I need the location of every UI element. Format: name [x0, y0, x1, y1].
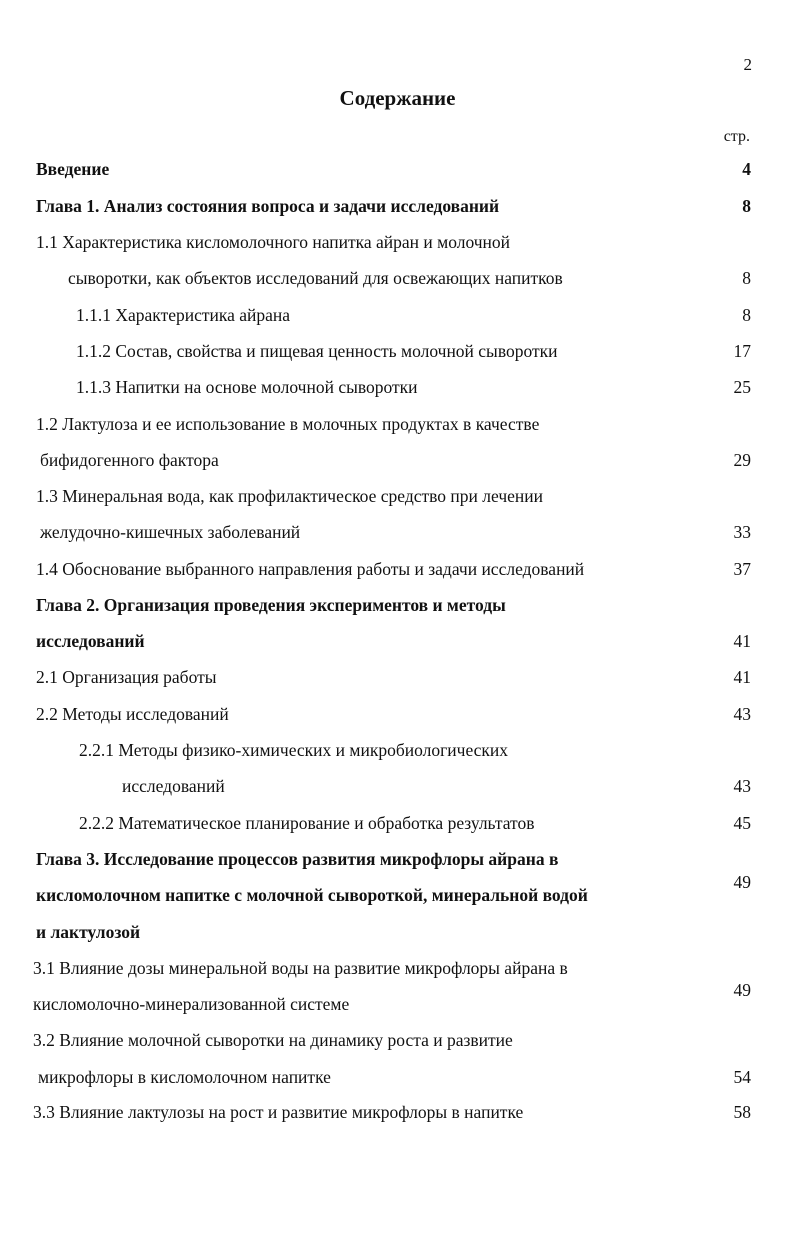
toc-entry-title-line: кисломолочном напитке с молочной сывороткой, минеральной водой: [36, 885, 588, 905]
toc-entry-title-line: и лактулозой: [36, 922, 141, 942]
toc-entry-title: 1.1.1 Характеристика айрана: [76, 305, 291, 325]
toc-entry-section-1-1-2[interactable]: [0, 336, 795, 366]
toc-entry-section-1-1[interactable]: [0, 227, 795, 257]
toc-entry-title-line: бифидогенного фактора: [40, 450, 219, 470]
toc-entry-section-3-3[interactable]: [0, 1097, 795, 1127]
toc-entry-title-line: 1.1 Характеристика кисломолочного напитка айран и молочной: [36, 232, 511, 252]
toc-entry-chapter-3-cont-2[interactable]: [0, 917, 795, 947]
toc-entry-title: 2.2 Методы исследований: [36, 704, 229, 724]
toc-entry-section-3-1[interactable]: [0, 953, 795, 983]
toc-entry-page: 41: [733, 667, 751, 687]
toc-entry-section-1-1-cont[interactable]: [0, 263, 795, 293]
toc-entry-chapter-2[interactable]: [0, 590, 795, 620]
toc-entry-page: 4: [742, 159, 751, 179]
toc-entry-section-2-1[interactable]: [0, 662, 795, 692]
page-column-label: стр.: [723, 128, 750, 145]
toc-entry-title: 1.1.3 Напитки на основе молочной сыворотки: [76, 377, 418, 397]
toc-entry-page: 43: [733, 704, 751, 724]
toc-entry-title-line: 3.1 Влияние дозы минеральной воды на развитие микрофлоры айрана в: [33, 958, 568, 978]
toc-entry-page: 54: [733, 1067, 751, 1087]
toc-entry-chapter-3-cont[interactable]: [0, 880, 795, 910]
toc-entry-title-line: исследований: [36, 631, 145, 651]
toc-entry-page-chapter-3: 49: [733, 872, 751, 892]
toc-entry-section-3-2[interactable]: [0, 1025, 795, 1055]
toc-entry-page: 41: [733, 631, 751, 651]
toc-entry-page: 37: [733, 559, 751, 579]
toc-entry-title: Введение: [36, 159, 110, 179]
toc-entry-title: Глава 1. Анализ состояния вопроса и задачи исследований: [36, 196, 500, 216]
toc-entry-section-1-1-1[interactable]: [0, 300, 795, 330]
toc-entry-title: 2.1 Организация работы: [36, 667, 217, 687]
toc-entry-section-1-3-cont[interactable]: [0, 517, 795, 547]
toc-entry-section-1-2-cont[interactable]: [0, 445, 795, 475]
toc-entry-title-line: 1.2 Лактулоза и ее использование в молочных продуктах в качестве: [36, 414, 540, 434]
toc-entry-title-line: кисломолочно-минерализованной системе: [33, 994, 350, 1014]
toc-entry-section-3-1-cont[interactable]: [0, 989, 795, 1019]
toc-entry-page-section-3-1: 49: [733, 980, 751, 1000]
toc-entry-page: 8: [742, 305, 751, 325]
toc-entry-page: 29: [733, 450, 751, 470]
toc-entry-section-1-2[interactable]: [0, 409, 795, 439]
toc-entry-section-1-3[interactable]: [0, 481, 795, 511]
page-number: 2: [743, 55, 752, 74]
toc-entry-title-line: Глава 2. Организация проведения экспериментов и методы: [36, 595, 506, 615]
toc-entry-title-line: 1.3 Минеральная вода, как профилактическое средство при лечении: [36, 486, 544, 506]
toc-entry-section-1-4[interactable]: [0, 554, 795, 584]
toc-entry-page: 17: [733, 341, 751, 361]
toc-entry-title-line: сыворотки, как объектов исследований для освежающих напитков: [68, 268, 563, 288]
toc-entry-page: 58: [733, 1102, 751, 1122]
toc-entry-title: 2.2.2 Математическое планирование и обработка результатов: [79, 813, 535, 833]
toc-entry-section-2-2[interactable]: [0, 699, 795, 729]
toc-entry-introduction[interactable]: [0, 154, 795, 184]
toc-entry-section-3-2-cont[interactable]: [0, 1062, 795, 1092]
toc-entry-page: 33: [733, 522, 751, 542]
toc-entry-title: 1.4 Обоснование выбранного направления работы и задачи исследований: [36, 559, 585, 579]
toc-entry-title-line: исследований: [122, 776, 225, 796]
toc-entry-page: 8: [742, 196, 751, 216]
toc-entry-chapter-1[interactable]: [0, 191, 795, 221]
toc-entry-title-line: 2.2.1 Методы физико-химических и микробиологических: [79, 740, 509, 760]
page-title: Содержание: [339, 86, 456, 110]
toc-entry-page: 45: [733, 813, 751, 833]
toc-entry-section-2-2-1-cont[interactable]: [0, 771, 795, 801]
toc-entry-title-line: Глава 3. Исследование процессов развития микрофлоры айрана в: [36, 849, 559, 869]
toc-entry-title: 3.3 Влияние лактулозы на рост и развитие микрофлоры в напитке: [33, 1102, 524, 1122]
toc-entry-page: 8: [742, 268, 751, 288]
toc-entry-title-line: микрофлоры в кисломолочном напитке: [38, 1067, 331, 1087]
toc-entry-title-line: 3.2 Влияние молочной сыворотки на динамику роста и развитие: [33, 1030, 513, 1050]
toc-entry-section-1-1-3[interactable]: [0, 372, 795, 402]
toc-entry-section-2-2-2[interactable]: [0, 808, 795, 838]
toc-entry-page: 43: [733, 776, 751, 796]
toc-entry-chapter-3[interactable]: [0, 844, 795, 874]
toc-entry-title-line: желудочно-кишечных заболеваний: [40, 522, 301, 542]
toc-entry-title: 1.1.2 Состав, свойства и пищевая ценность молочной сыворотки: [76, 341, 558, 361]
toc-entry-chapter-2-cont[interactable]: [0, 626, 795, 656]
toc-entry-page: 25: [733, 377, 751, 397]
toc-entry-section-2-2-1[interactable]: [0, 735, 795, 765]
